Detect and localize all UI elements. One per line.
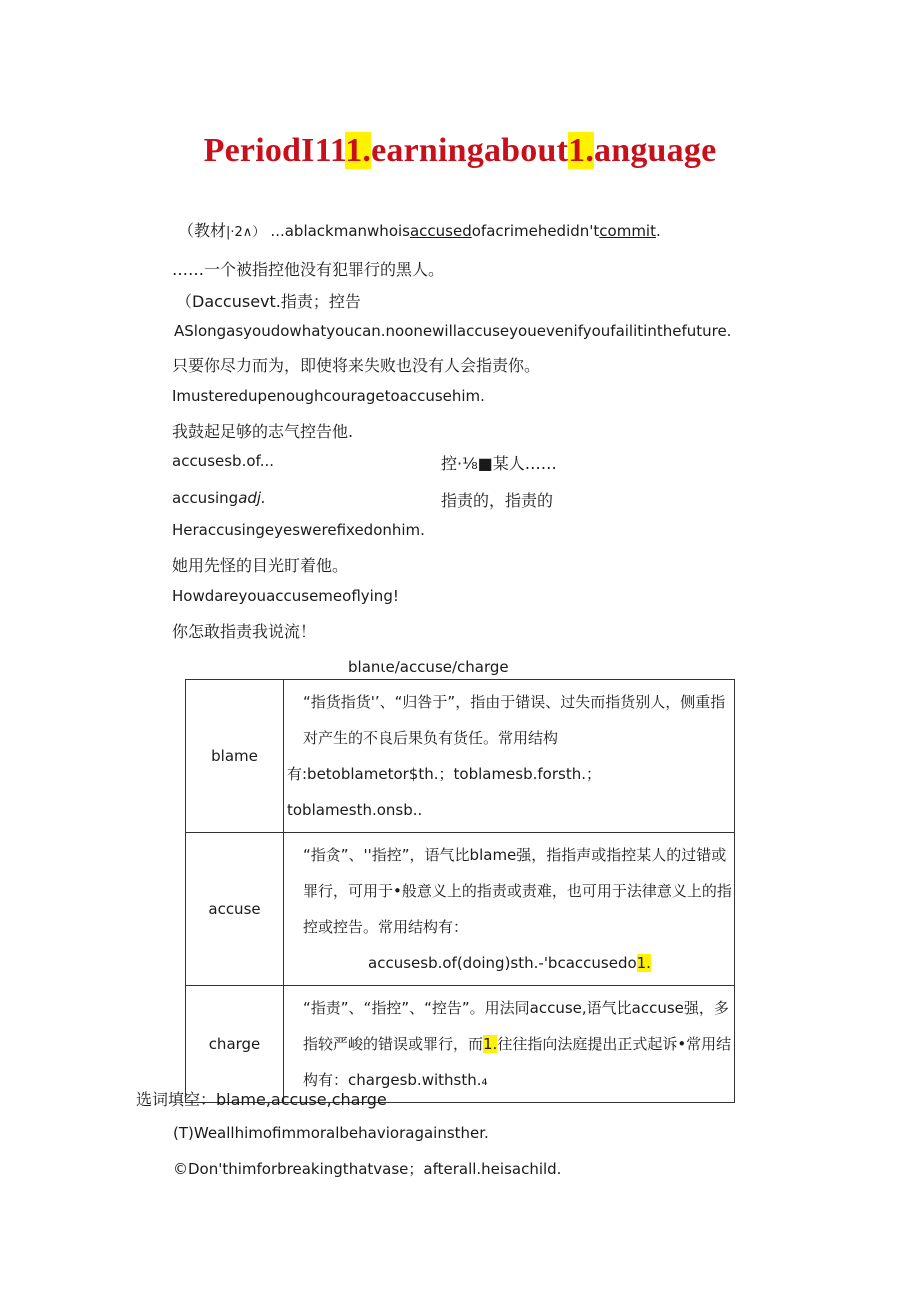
row-desc-accuse: “指贪”、''指控”，语气比blame强，指指声或指控某人的过错或罪行，可用于•般意义上的指责或责难，也可用于法律意义上的指控或控告。常用结构有： accusesb.of(doing)sth.-'bcaccusedo1. [284,833,735,986]
example-translation-2: 我鼓起足够的志气控告他. [172,422,354,441]
example-sentence-3: Heraccusingeyeswerefixedonhim. [172,521,425,539]
phrase-accusing-adj: accusingadj. [172,489,266,507]
exercise-question-2: ©Don'thimforbreakingthatvase；afterall.heisachild. [173,1160,562,1178]
accused-word: accused [409,222,472,240]
textbook-source-line: （教材|·2∧） ...ablackmanwhoisaccusedofacrimehedidn'tcommit. [178,221,661,240]
example-translation-4: 你怎敢指责我说流！ [172,622,317,641]
row-desc-charge: “指责”、“指控”、“控告”。用法同accuse,语气比accuse强，多指较严峻的错误或罪行，而1.往往指向法庭提出正式起诉•常用结构有：chargesb.withsth.₄ [284,986,735,1103]
phrase-accuse-of-meaning: 控·⅛■某人…… [441,454,557,473]
example-translation-3: 她用先怪的目光盯着他。 [172,556,349,575]
example-sentence-4: Howdareyouaccusemeoflying! [172,587,399,605]
example-sentence-2: Imusteredupenoughcouragetoaccusehim. [172,387,485,405]
commit-word: commit [599,222,656,240]
row-word-charge: charge [186,986,284,1103]
table-row [186,986,735,1103]
definition-line: （Daccusevt.指责；控告 [176,292,361,311]
source-ref: |·2∧） [226,225,266,240]
phrase-accuse-of: accusesb.of... [172,452,275,470]
table-row [186,833,735,986]
exercise-question-1: (T)Weallhimofimmoralbehavioragainsther. [173,1124,489,1142]
source-prefix: （教材 [178,221,227,240]
exercise-heading: 选词填空：blame,accuse,charge [136,1090,387,1109]
translation-line: ……一个被指控他没有犯罪行的黑人。 [172,260,445,279]
table-caption: blanιe∕accuse∕charge [348,658,509,676]
comparison-table [185,679,735,1103]
page-title: PeriodI111.earningabout1.anguage [203,132,717,169]
table-row [186,680,735,833]
phrase-accusing-meaning: 指责的，指责的 [441,491,554,510]
example-sentence-1: ASlongasyoudowhatyoucan.noonewillaccuseyouevenifyoufailitinthefuture. [174,322,732,340]
example-translation-1: 只要你尽力而为，即使将来失败也没有人会指责你。 [172,356,541,375]
row-desc-blame: “指货指货'’、“归咎于”，指由于错误、过失而指货别人，侧重指对产生的不良后果负有货任。常用结构 有:betoblametor$th.；toblamesb.forsth.；toblamesth.onsb.. [284,680,735,833]
row-word-blame: blame [186,680,284,833]
row-word-accuse: accuse [186,833,284,986]
